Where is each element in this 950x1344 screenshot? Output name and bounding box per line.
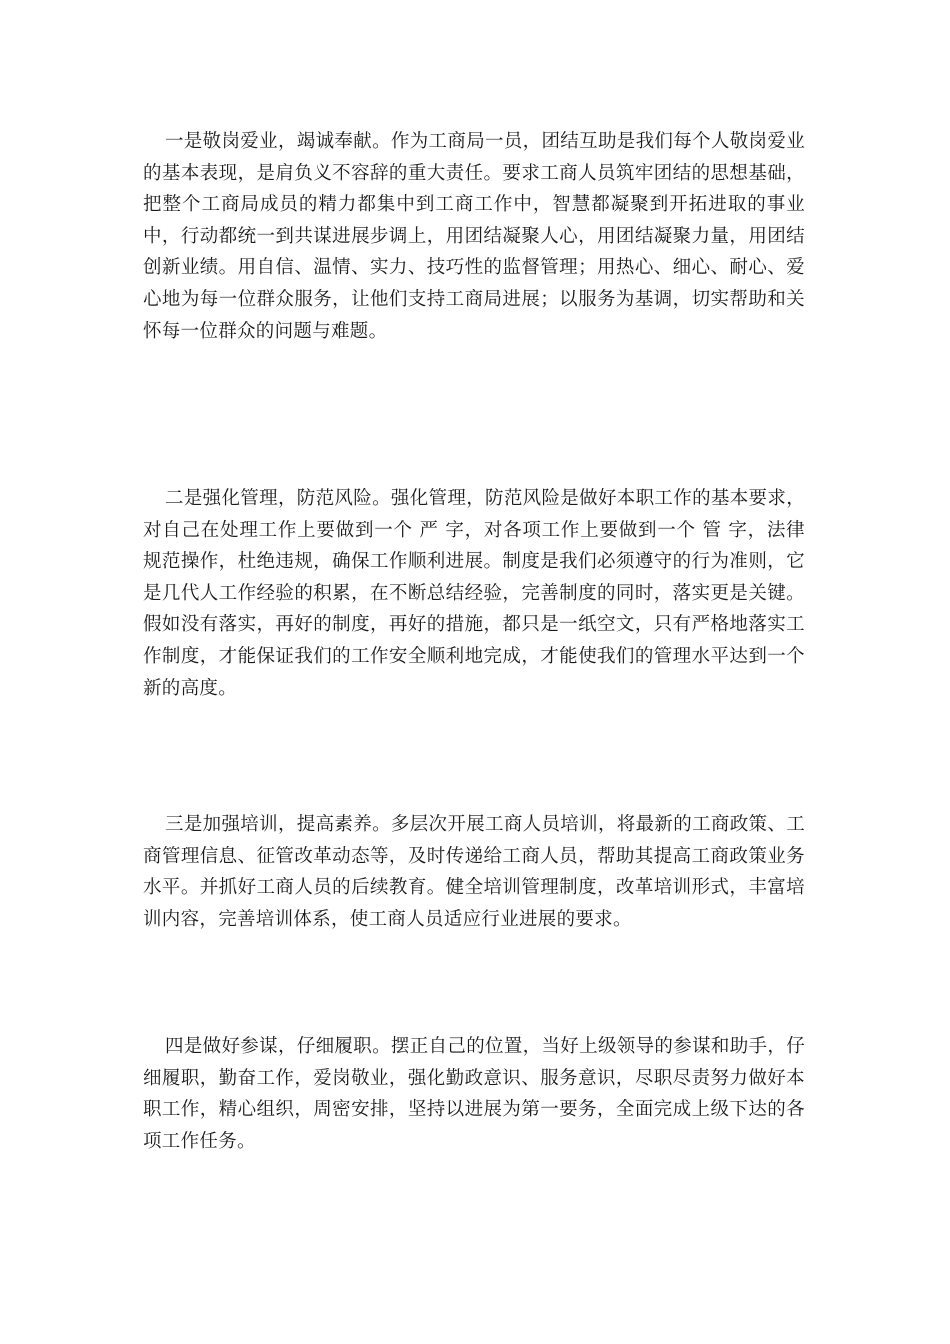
paragraph-2: 二是强化管理，防范风险。强化管理，防范风险是做好本职工作的基本要求，对自己在处理工作上要做到一个 严 字，对各项工作上要做到一个 管 字，法律规范操作，杜绝违规，确保工作顺利进展。制度是我们必须遵守的行为准则，它是几代人工作经验的积累，在不断总结经验，完善制度的同时，落实更是关键。假如没有落实，再好的制度，再好的措施，都只是一纸空文，只有严格地落实工作制度，才能保证我们的工作安全顺利地完成，才能使我们的管理水平达到一个新的高度。 [143,488,805,699]
paragraph-1: 一是敬岗爱业，竭诚奉献。作为工商局一员，团结互助是我们每个人敬岗爱业的基本表现，是肩负义不容辞的重大责任。要求工商人员筑牢团结的思想基础，把整个工商局成员的精力都集中到工商工作中，智慧都凝聚到开拓进取的事业中，行动都统一到共谋进展步调上，用团结凝聚人心，用团结凝聚力量，用团结创新业绩。用自信、温情、实力、技巧性的监督管理；用热心、细心、耐心、爱心地为每一位群众服务，让他们支持工商局进展；以服务为基调，切实帮助和关怀每一位群众的问题与难题。 [143,131,805,342]
paragraph-3: 三是加强培训，提高素养。多层次开展工商人员培训，将最新的工商政策、工商管理信息、征管改革动态等，及时传递给工商人员，帮助其提高工商政策业务水平。并抓好工商人员的后续教育。健全培训管理制度，改革培训形式，丰富培训内容，完善培训体系，使工商人员适应行业进展的要求。 [143,814,805,930]
paragraph-4: 四是做好参谋，仔细履职。摆正自己的位置，当好上级领导的参谋和助手，仔细履职，勤奋工作，爱岗敬业，强化勤政意识、服务意识，尽职尽责努力做好本职工作，精心组织，周密安排，坚持以进展为第一要务，全面完成上级下达的各项工作任务。 [143,1036,805,1152]
